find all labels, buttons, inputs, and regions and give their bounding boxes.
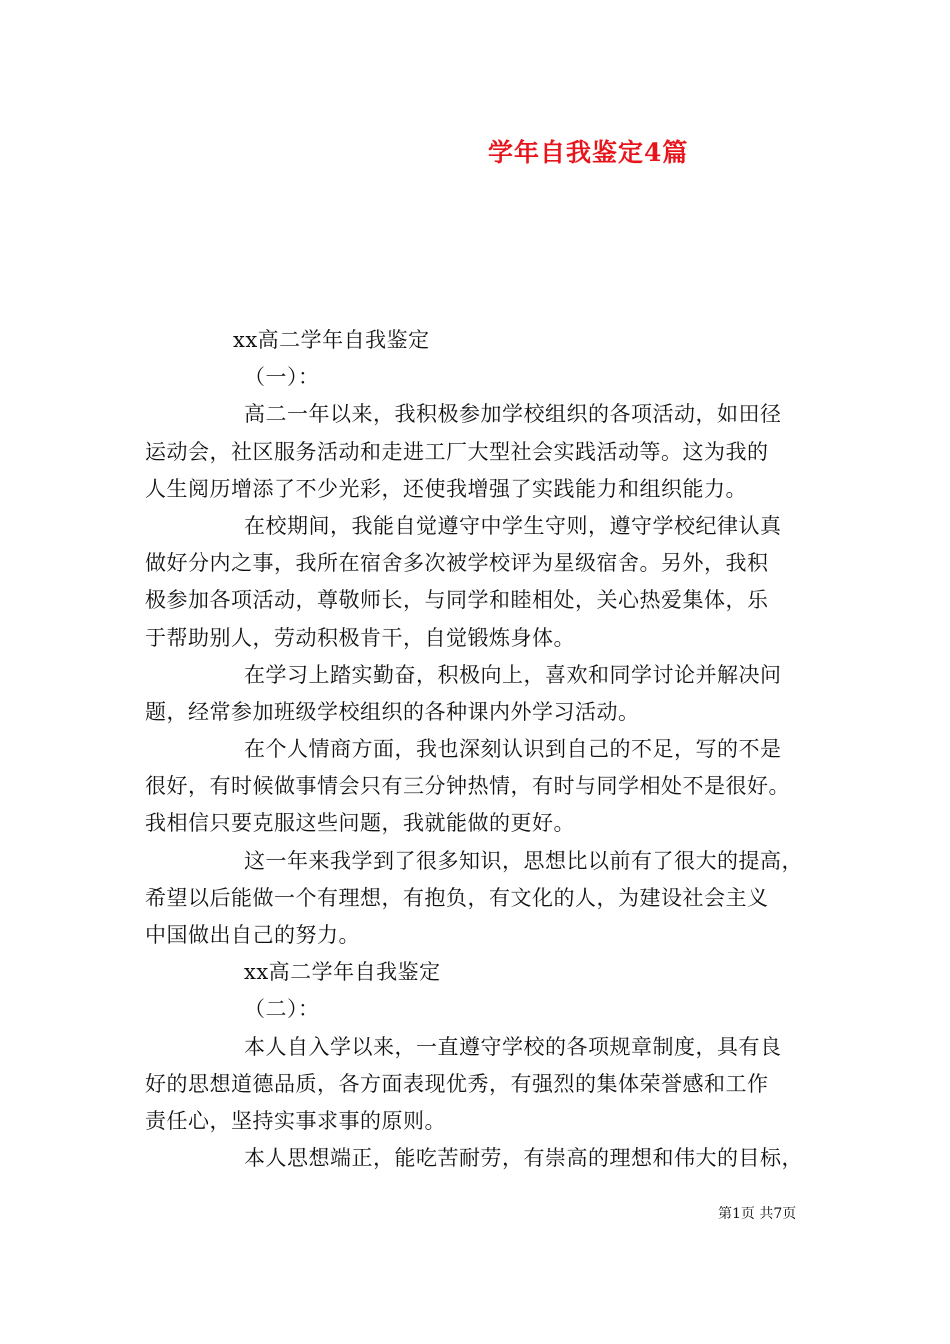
text-line: 本人自入学以来，一直遵守学校的各项规章制度，具有良 [244,1034,782,1059]
text-line: 在校期间，我能自觉遵守中学生守则，遵守学校纪律认真 [244,513,782,538]
text-line: 极参加各项活动，尊敬师长，与同学和睦相处，关心热爱集体，乐 [145,588,769,613]
text-line: 好的思想道德品质，各方面表现优秀，有强烈的集体荣誉感和工作 [145,1071,769,1096]
text-line: 希望以后能做一个有理想，有抱负，有文化的人，为建设社会主义 [145,885,769,910]
text-line: 题，经常参加班级学校组织的各种课内外学习活动。 [145,699,640,724]
document-title: 学年自我鉴定4篇 [488,138,689,167]
text-line: 人生阅历增添了不少光彩，还使我增强了实践能力和组织能力。 [145,476,747,501]
text-line: 中国做出自己的努力。 [145,923,360,947]
text-line: （一）： [244,365,320,390]
text-line: 我相信只要克服这些问题，我就能做的更好。 [145,811,575,836]
text-line: 高二一年以来，我积极参加学校组织的各项活动，如田径 [244,402,782,427]
page-footer: 第1页 共7页 [718,1206,797,1222]
text-line: （二）： [244,997,320,1022]
text-line: xx高二学年自我鉴定 [233,328,430,352]
text-line: 本人思想端正，能吃苦耐劳，有崇高的理想和伟大的目标， [244,1146,803,1171]
text-line: 在个人情商方面，我也深刻认识到自己的不足，写的不是 [244,737,782,762]
text-line: 运动会，社区服务活动和走进工厂大型社会实践活动等。这为我的 [145,439,769,464]
text-line: 责任心，坚持实事求事的原则。 [145,1108,446,1133]
document-body [145,322,835,1177]
text-line: 做好分内之事，我所在宿舍多次被学校评为星级宿舍。另外，我积 [145,551,769,576]
text-line: 于帮助别人，劳动积极肯干，自觉锻炼身体。 [145,625,575,650]
text-line: 很好，有时候做事情会只有三分钟热情，有时与同学相处不是很好。 [145,774,790,799]
text-line: 这一年来我学到了很多知识，思想比以前有了很大的提高， [244,848,803,873]
text-line: xx高二学年自我鉴定 [244,960,441,985]
text-line: 在学习上踏实勤奋，积极向上，喜欢和同学讨论并解决问 [244,662,782,687]
